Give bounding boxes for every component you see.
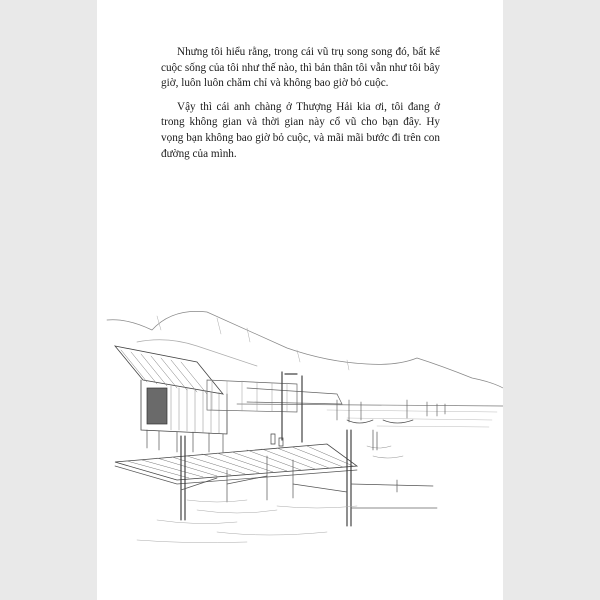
book-page (97, 0, 503, 600)
harbor-sketch-illustration (97, 270, 503, 560)
paragraph-2: Vậy thì cái anh chàng ở Thượng Hải kia ơi, tôi đang ở trong không gian và thời gian này cổ vũ cho bạn đây. Hy vọng bạn không bao giờ bỏ cuộc, và mãi mãi bước đi trên con đường của mình. (161, 100, 440, 160)
body-text (161, 45, 440, 170)
paragraph-1: Nhưng tôi hiểu rằng, trong cái vũ trụ song song đó, bất kể cuộc sống của tôi như thế nào, thì bản thân tôi vẫn như tôi bây giờ, luôn luôn chăm chỉ và không bao giờ bỏ cuộc. (161, 46, 441, 90)
